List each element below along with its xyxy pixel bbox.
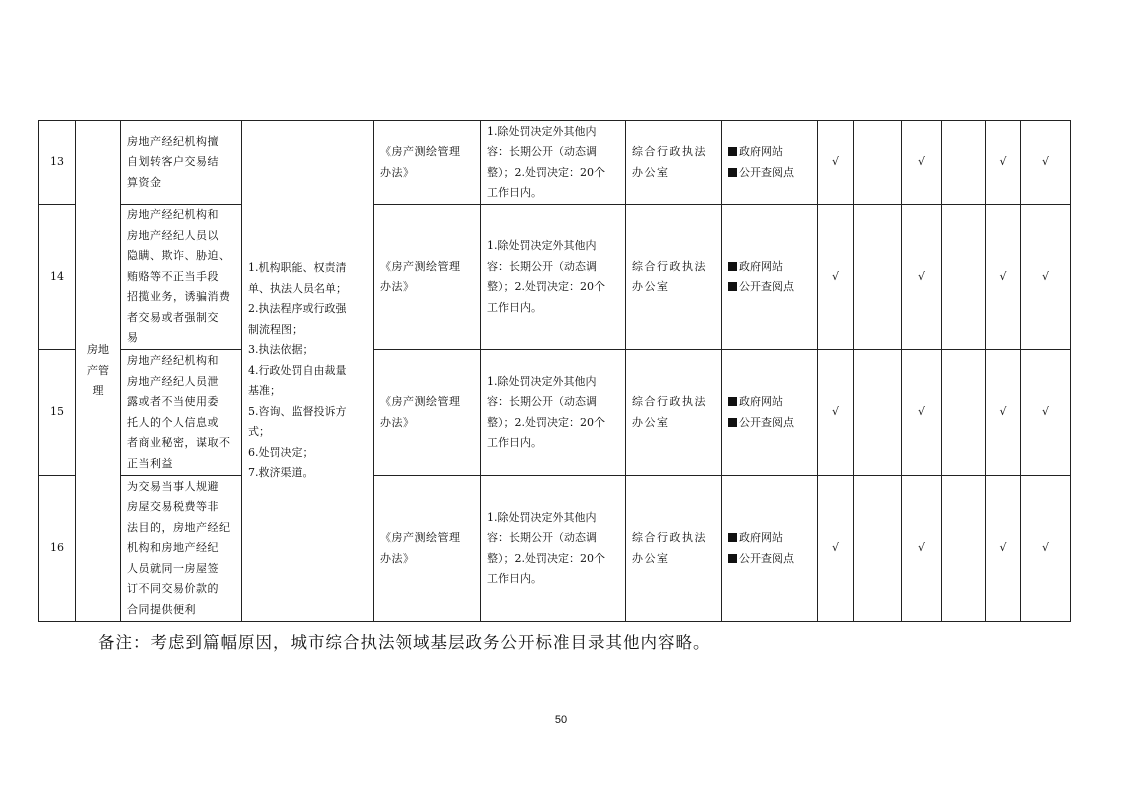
law-basis-cell [374,476,481,622]
channel-line [728,392,811,413]
time-line: 工作日内。 [487,186,542,199]
item-line: 机构和房地产经纪 [127,541,219,555]
check-cell: √ [1021,205,1071,350]
filled-square-icon [728,147,737,156]
item-cell [121,205,242,350]
item-line: 房地产经纪机构和 [127,354,219,367]
check-cell [942,205,986,350]
content-line: 4.行政处罚自由裁量 [248,363,347,377]
subject-line: 办公室 [632,280,670,293]
time-line: 整）；2.处罚决定：20个 [487,415,605,429]
item-cell [121,121,242,205]
item-line: 贿赂等不正当手段 [127,269,219,283]
check-cell: √ [818,205,854,350]
check-cell: √ [902,476,942,622]
law-basis-cell [374,205,481,350]
subject-cell [626,350,722,476]
item-line: 托人的个人信息或 [127,415,219,429]
channel-label: 公开查阅点 [739,415,794,429]
time-line: 1.除处罚决定外其他内 [487,374,597,388]
item-line: 法目的，房地产经纪 [127,520,231,534]
filled-square-icon [728,554,737,563]
time-limit-cell [481,205,626,350]
time-line: 整）；2.处罚决定：20个 [487,551,605,565]
channel-cell [722,121,818,205]
check-cell: √ [818,350,854,476]
time-line: 容：长期公开（动态调 [487,145,597,158]
item-line: 房地产经纪人员以 [127,228,219,242]
law-line: 《房产测绘管理 [380,145,461,158]
item-line: 为交易当事人规避 [127,479,219,493]
subject-line: 综合行政执法 [632,145,707,158]
time-limit-cell [481,350,626,476]
channel-line [728,142,811,163]
channel-label: 公开查阅点 [739,165,794,179]
channel-label: 公开查阅点 [739,551,794,565]
check-cell [942,476,986,622]
channel-cell [722,350,818,476]
item-line: 者商业秘密，谋取不 [127,436,231,449]
subject-line: 办公室 [632,165,670,179]
check-cell: √ [818,476,854,622]
subject-line: 办公室 [632,551,670,565]
time-line: 工作日内。 [487,572,542,585]
time-line: 整）；2.处罚决定：20个 [487,280,605,293]
footnote-remark: 备注：考虑到篇幅原因，城市综合执法领域基层政务公开标准目录其他内容略。 [98,633,711,652]
item-cell [121,476,242,622]
subject-line: 办公室 [632,415,670,429]
subject-line: 综合行政执法 [632,259,707,273]
check-cell: √ [1021,121,1071,205]
category-line: 房地 [87,343,109,357]
law-basis-cell [374,121,481,205]
catalog-table [38,120,1071,622]
check-cell [942,350,986,476]
content-line: 制流程图； [248,322,303,336]
item-line: 房地产经纪机构擅 [127,134,219,148]
channel-label: 公开查阅点 [739,280,794,293]
content-line: 式； [248,425,270,439]
check-cell: √ [986,350,1021,476]
channel-cell [722,476,818,622]
check-cell: √ [1021,350,1071,476]
time-line: 整）；2.处罚决定：20个 [487,165,605,179]
law-line: 办法》 [380,165,415,179]
check-cell [854,476,902,622]
item-line: 房地产经纪人员泄 [127,374,219,388]
content-line: 基准； [248,384,281,398]
category-line: 产管 [87,363,109,377]
content-line: 6.处罚决定； [248,445,314,459]
row-number: 14 [39,205,76,350]
item-cell [121,350,242,476]
time-line: 工作日内。 [487,436,542,449]
time-line: 1.除处罚决定外其他内 [487,239,597,252]
law-line: 办法》 [380,415,415,429]
time-line: 1.除处罚决定外其他内 [487,510,597,524]
filled-square-icon [728,418,737,427]
channel-label: 政府网站 [739,145,783,158]
category-line: 理 [92,384,104,398]
item-line: 者交易或者强制交 [127,310,219,324]
row-number: 15 [39,350,76,476]
channel-label: 政府网站 [739,531,783,544]
check-cell [854,350,902,476]
time-line: 容：长期公开（动态调 [487,395,597,408]
channel-line [728,163,811,184]
check-cell: √ [986,205,1021,350]
channel-label: 政府网站 [739,395,783,408]
time-line: 工作日内。 [487,300,542,314]
time-line: 1.除处罚决定外其他内 [487,124,597,138]
table-row [39,476,1071,622]
law-line: 《房产测绘管理 [380,395,461,408]
category-cell [76,121,121,622]
table-row [39,350,1071,476]
table-row [39,205,1071,350]
item-line: 隐瞒、欺诈、胁迫、 [127,249,231,263]
content-line: 5.咨询、监督投诉方 [248,404,347,418]
item-line: 露或者不当使用委 [127,395,219,408]
channel-label: 政府网站 [739,259,783,273]
law-line: 办法》 [380,280,415,293]
check-cell: √ [902,205,942,350]
content-line: 单、执法人员名单； [248,281,347,295]
filled-square-icon [728,262,737,271]
item-line: 订不同交易价款的 [127,582,219,596]
channel-line [728,277,811,298]
law-line: 《房产测绘管理 [380,531,461,544]
subject-cell [626,476,722,622]
time-line: 容：长期公开（动态调 [487,531,597,544]
item-line: 正当利益 [127,456,173,470]
check-cell [942,121,986,205]
content-line: 1.机构职能、权责清 [248,261,347,275]
channel-cell [722,205,818,350]
filled-square-icon [728,397,737,406]
subject-line: 综合行政执法 [632,531,707,544]
check-cell: √ [1021,476,1071,622]
check-cell: √ [902,350,942,476]
subject-cell [626,121,722,205]
check-cell: √ [902,121,942,205]
content-line: 7.救济渠道。 [248,466,314,480]
law-line: 办法》 [380,551,415,565]
channel-line [728,413,811,434]
channel-line [728,257,811,278]
check-cell: √ [986,121,1021,205]
time-limit-cell [481,121,626,205]
time-line: 容：长期公开（动态调 [487,259,597,273]
filled-square-icon [728,533,737,542]
law-basis-cell [374,350,481,476]
item-line: 房地产经纪机构和 [127,208,219,222]
item-line: 自划转客户交易结 [127,155,219,169]
row-number: 13 [39,121,76,205]
item-line: 人员就同一房屋签 [127,561,219,575]
check-cell [854,205,902,350]
filled-square-icon [728,168,737,177]
channel-line [728,528,811,549]
item-line: 算资金 [127,175,162,189]
item-line: 易 [127,331,139,345]
disclosure-content-cell [242,121,374,622]
law-line: 《房产测绘管理 [380,259,461,273]
check-cell: √ [986,476,1021,622]
item-line: 合同提供便利 [127,602,196,616]
check-cell [854,121,902,205]
time-limit-cell [481,476,626,622]
subject-line: 综合行政执法 [632,395,707,408]
filled-square-icon [728,282,737,291]
subject-cell [626,205,722,350]
check-cell: √ [818,121,854,205]
page-number: 50 [554,714,568,726]
content-line: 3.执法依据； [248,343,314,357]
table-row [39,121,1071,205]
content-line: 2.执法程序或行政强 [248,302,347,316]
channel-line [728,549,811,570]
item-line: 招揽业务，诱骗消费 [127,290,231,304]
item-line: 房屋交易税费等非 [127,500,219,514]
row-number: 16 [39,476,76,622]
